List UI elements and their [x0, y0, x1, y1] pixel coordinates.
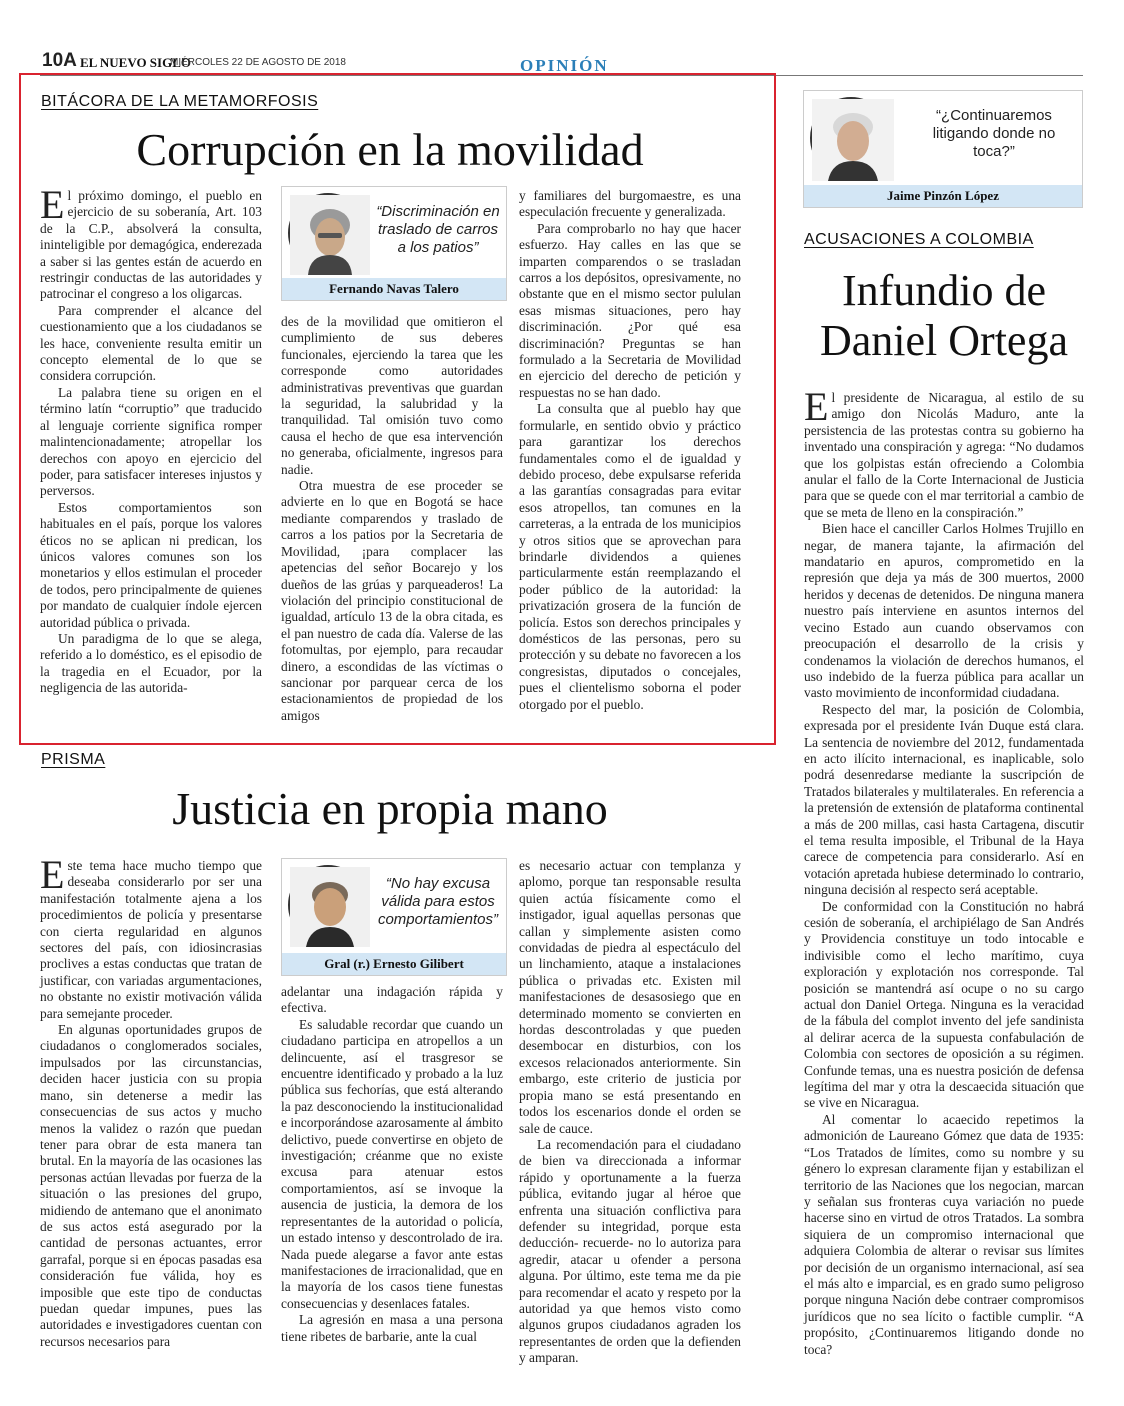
article2-column [804, 384, 1084, 1390]
paragraph: Estos comportamientos son habituales en el país, porque los valores éticos no se aplican ni predican, los únicos valores comunes son los monetarios y ellos estimulan el proceder de todos, pero principalmente de quienes por mandato de cualquier índole ejercen autoridad pública o privada. [40, 499, 262, 630]
author-quote: “No hay excusa válida para estos comportamientos” [377, 875, 499, 928]
paragraph: Para comprender el alcance del cuestionamiento que a los ciudadanos se les hace, conveniente resulta emitir un concepto elemental de lo que se considera corrupción. [40, 302, 262, 384]
paragraph: des de la movilidad que omitieron el cumplimiento de sus deberes funcionales, ejerciendo la tarea que les corresponde como autoridades administrativas preventivas que guardan la seguridad, la salubridad y la tranquilidad. Tal omisión tuvo como causa el hecho de que esa intervención no generaba, oficialmente, ingresos para nadie. [281, 314, 503, 477]
author-quote: “Discriminación en traslado de carros a los patios” [376, 203, 500, 256]
article3-column-1 [40, 852, 262, 1383]
paragraph: Respecto del mar, la posición de Colombia, expresada por el presidente Iván Duque está clara. La sentencia de noviembre del 2012, fundamentada en acto ilícito internacional, es inaplicable, solo podrá desenredarse mediante la suscripción de Tratados bilaterales y multilaterales. En referencia a la pretensión de extensión de plataforma continental a más de 200 millas, casi hasta Cartagena, discutir el tema resulta imposible, el Tribunal de la Haya carece de competencia para considerarlo. Así en votación apretada hubiese determinado lo contrario, ninguna decisión al respecto será aceptable. [804, 701, 1084, 898]
portrait-photo-icon [290, 195, 370, 275]
paragraph: es necesario actuar con templanza y aplomo, porque tan responsable resulta quien actúa físicamente como el instigador, igual aquellas personas que callan y simplemente asisten como convidadas de piedra al espectáculo del un linchamiento, ataque a instalaciones pública o privadas etc. Existen mil manifestaciones de desasosiego que en determinado momento se convierten en hordas descontroladas y que pueden desembocar en disturbios, con los excesos relacionados anteriormente. Sin embargo, este criterio de justicia por propia mano se está presentando en todos los escenarios donde el orden se sale de cauce. [519, 858, 741, 1136]
paragraph: La palabra tiene su origen en el término latín “corruptio” que traducido al lenguaje corriente significa romper malintencionadamente; atropellar los derechos con apoyo en ejercicio del poder, para satisfacer intereses injustos y perversos. [40, 384, 262, 499]
paragraph: Es saludable recordar que cuando un ciudadano participa en atropellos a un delincuente, así el trasgresor se encuentre identificado y probado a la luz pública sus fechorías, que está alterando la paz desconociendo la institucionalidad e incorporándose azarosamente al ámbito delictivo, puede convertirse en objeto de investigación; créanme que no existe excusa para atenuar estos comportamientos, así se invoque la ausencia de justicia, la demora de los representantes de la autoridad o policía, un estado intenso y descontrolado de ira. Nada puede alegarse a favor ante estas manifestaciones de irracionalidad, que en la mayoría de los casos tiene funestas consecuencias y desenlaces fatales. [281, 1016, 503, 1311]
author-name: Gral (r.) Ernesto Gilibert [282, 953, 506, 975]
author-box [281, 858, 507, 976]
article3-kicker: PRISMA [41, 751, 106, 768]
article1-column-2 [281, 314, 503, 723]
paragraph: La consulta que al pueblo hay que formularle, en sentido obvio y práctico para garantizar los derechos fundamentales como el de igualdad y debido proceso, debe expulsarse referida a las garantías consagradas para evitar esos atropellos, tan comunes en la carreteras, a la entrada de los municipios y otros sitios que se aprovechan para brindarle dividendos a quienes particularmente están reemplazando el poder público de la autoridad: la privatización grosera de la función de policía. Estos son derechos principales y domésticos de las personas, pero su protección y su debate no favorecen a los congresistas, diputados o concejales, pues el clientelismo soborna el poder otorgado por el pueblo. [519, 401, 741, 712]
author-box [281, 186, 507, 301]
portrait-photo-icon [812, 99, 894, 181]
page-number: 10A [42, 50, 77, 71]
issue-date: MIÉRCOLES 22 DE AGOSTO DE 2018 [170, 57, 346, 68]
paragraph: En algunas oportunidades grupos de ciudadanos o conglomerados sociales, impulsados por las circunstancias, deciden hacer justicia con su propia mano, sin detenerse a medir las consecuencias de sus actos y mucho menos la validez o razón que puedan tener para obrar de esta manera tan brutal. En la mayoría de las ocasiones las personas actúan llevadas por fuerza de la situación o las presiones del grupo, midiendo de antemano que el anonimato de sus actos está asegurado por la cantidad de personas actuantes, error garrafal, porque si en épocas pasadas esa consideración fue válida, hoy es imposible que este tipo de conductas puedan quedar impunes, pues las autoridades e investigadores cuentan con recursos necesarios para [40, 1022, 262, 1349]
newspaper-name: EL NUEVO SIGLO [80, 55, 191, 70]
paragraph: l presidente de Nicaragua, al estilo de su amigo don Nicolás Maduro, ante la persistencia de las protestas contra su gobierno ha inventado una conspiración y agrega: “No dudamos que los golpistas están ofreciendo a Colombia anular el fallo de la Corte Internacional de Justicia para que se quede con el mar territorial a cambio de que se meta de lleno en la conspiración.” [804, 390, 1084, 520]
paragraph: y familiares del burgomaestre, es una especulación frecuente y generalizada. [519, 188, 741, 220]
dropcap: E [40, 852, 65, 897]
article1-kicker: BITÁCORA DE LA METAMORFOSIS [41, 93, 319, 110]
paragraph: La agresión en masa a una persona tiene ribetes de barbarie, ante la cual [281, 1312, 503, 1344]
article3-title: Justicia en propia mano [172, 783, 608, 834]
paragraph: Bien hace el canciller Carlos Holmes Trujillo en negar, de manera tajante, la afirmación del mandatario en apuros, comprometido en la represión que deja ya más de 300 muertos, 2000 heridos y decenas de detenidos. De ninguna manera nuestro país interviene en asuntos internos del vecino Estado aun cuando observamos con preocupación el desarrollo de la crisis y condenamos la violación de derechos humanos, el uso indebido de la fuerza pública para acallar un vasto movimiento de inconformidad ciudadana. [804, 521, 1084, 701]
section-title: OPINIÓN [520, 56, 609, 75]
dropcap: E [40, 182, 65, 227]
paragraph: ste tema hace mucho tiempo que deseaba considerarlo por ser una manifestación totalmente ajena a los procedimientos de policía y presentarse con cierta regularidad en algunos sectores del país, con idiosincrasias proclives a estas conductas que tratan de justificar, con variadas argumentaciones, no obstante no existir motivación válida para semejante proceder. [40, 858, 262, 1021]
article3-column-3 [519, 858, 741, 1383]
author-portrait [288, 865, 368, 945]
portrait-photo-icon [290, 867, 370, 947]
dropcap: E [804, 384, 829, 429]
author-name: Fernando Navas Talero [282, 278, 506, 300]
article1-column-3 [519, 188, 741, 713]
paragraph: La recomendación para el ciudadano de bien va direccionada a informar rápido y oportunamente a la fuerza pública, evitando jugar al héroe que enfrenta una situación conflictiva para defender su integridad, porque esta deducción- recuerde- no lo autoriza para agredir, atacar u ofender a persona alguna. Por último, este tema me da pie para recomendar el acato y respeto por la autoridad ya que hemos visto como algunos grupos ciudadanos agraden los representantes de orden que la defienden y amparan. [519, 1136, 741, 1366]
article1-title: Corrupción en la movilidad [136, 124, 644, 175]
author-box [803, 90, 1083, 208]
article2-kicker: ACUSACIONES A COLOMBIA [804, 231, 1034, 248]
author-portrait [288, 193, 368, 273]
article2-title: Infundio de Daniel Ortega [820, 266, 1068, 365]
article1-column-1 [40, 182, 262, 713]
paragraph: Para comprobarlo no hay que hacer esfuerzo. Hay calles en las que se imparten comparendos o se trasladan carros a los depósitos, opresivamente, no obstante que en el mismo sector pululan esas mismas situaciones, pero hay discriminación. ¿Por qué esa discriminación? Preguntas se han formulado a la Secretaria de Movilidad en ejercicio del derecho de petición y respuestas no se han dado. [519, 220, 741, 400]
article3-column-2 [281, 984, 503, 1384]
paragraph: l próximo domingo, el pueblo en ejercicio de su soberanía, Art. 103 de la C.P., absolverá la consulta, ininteligible por demagógica, enderezada a saber si las gentes están de acuerdo en restringir conductas de las autoridades y patrocinar el congreso a los oligarcas. [40, 188, 262, 302]
author-name: Jaime Pinzón López [804, 185, 1082, 207]
paragraph: De conformidad con la Constitución no habrá cesión de soberanía, el archipiélago de San Andrés y Providencia constituye un todo intocable e indivisible como el lecho marítimo, cuya exploración y explotación nos corresponde. Tal posición se mantendrá así ocupe o no su cargo actual don Daniel Ortega. Ninguna es la veracidad de la fábula del complot invento del jefe sandinista al delirar acerca de la supuesta confabulación de Colombia con sectores de oposición a su régimen. Confunde temas, una es nuestra posición de defensa legítima del mar y otra la descaecida situación que se vive en Nicaragua. [804, 898, 1084, 1111]
paragraph: adelantar una indagación rápida y efectiva. [281, 984, 503, 1016]
author-portrait [810, 97, 892, 179]
paragraph: Al comentar lo acaecido repetimos la admonición de Laureano Gómez que data de 1935: “Los Tratados de límites, como su nombre y su género lo expresan claramente fijan y estabilizan el territorio de las Naciones que los negocian, marcan y señalan sus fronteras cuya variación no puede hacerse sino en virtud de otros Tratados. La sombra siquiera de un compromiso internacional que adquiera Colombia de alterar o revisar sus límites por decisión de un organismo internacional, así sea el más alto e imparcial, es en grado sumo peligroso porque ninguna Nación debe contraer compromisos jurídicos que no sea lícito o factible cumplir. “A propósito, ¿Continuaremos litigando donde no toca? [804, 1111, 1084, 1357]
paragraph: Otra muestra de ese proceder se advierte en lo que en Bogotá se hace mediante comparendos y traslado de carros a los patios por la Secretaria de Movilidad, ¡para complacer las apetencias del señor Bocarejo y los dueños de las grúas y parqueaderos! La violación del principio constitucional de igualdad, artículo 13 de la obra citada, es el pan nuestro de cada día. Valerse de las fotomultas, por ejemplo, para recaudar dinero, a escondidas de las víctimas o sancionar por parquear cerca de los estacionamientos de propiedad de los amigos [281, 478, 503, 723]
paragraph: Un paradigma de lo que se alega, referido a lo doméstico, es el episodio de la tragedia en el Ecuador, por la negligencia de las autorida- [40, 630, 262, 696]
author-quote: “¿Continuaremos litigando donde no toca?” [932, 107, 1056, 160]
